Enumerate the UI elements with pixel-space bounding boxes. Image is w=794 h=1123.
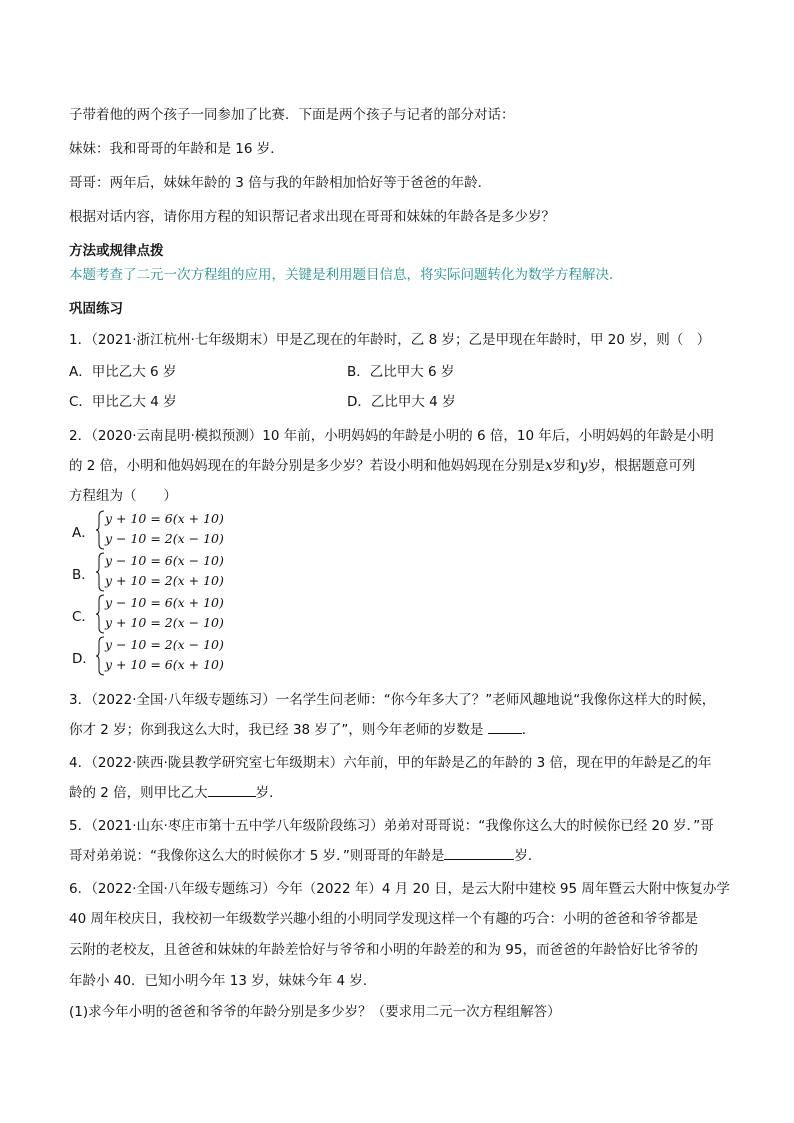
q6-sub-1: (1)求今年小明的爸爸和爷爷的年龄分别是多少岁？（要求用二元一次方程组解答） [69,1004,561,1020]
q2-option-b: B． y − 10 = 6(x − 10) y + 10 = 2(x + 10) [69,552,269,592]
answer-blank[interactable] [444,847,514,860]
method-text: 本题考查了二元一次方程组的应用，关键是利用题目信息，将实际问题转化为数学方程解决． [69,267,623,283]
q5-line-2: 哥对弟弟说：“我像你这么大的时候你才 5 岁．”则哥哥的年龄是 岁． [69,848,542,864]
q6-line-3: 云附的老校友，且爸爸和妹妹的年龄差恰好与爷爷和小明的年龄差的和为 95，而爸爸的年龄恰好比爷爷的 [69,942,698,958]
q4-line-1: 4．（2022·陕西·陇县教学研究室七年级期末）六年前，甲的年龄是乙的年龄的 3 倍，现在甲的年龄是乙的年 [69,755,712,771]
brace-icon [95,510,105,550]
answer-blank[interactable] [208,784,256,797]
method-heading: 方法或规律点拨 [69,243,164,259]
brace-icon [95,552,105,592]
variable-x: x [545,458,553,474]
q1-stem: 1．（2021·浙江杭州·七年级期末）甲是乙现在的年龄时，乙 8 岁；乙是甲现在年龄时，甲 20 岁，则（ ） [69,332,711,348]
q1-option-c: C．甲比乙大 4 岁 [69,394,177,410]
variable-y: y [579,458,588,474]
q3-line-1: 3．（2022·全国·八年级专题练习）一名学生问老师：“你今年多大了？”老师风趣地说“我像你这样大的时候， [69,692,716,708]
q2-option-c: C． y − 10 = 6(x + 10) y + 10 = 2(x − 10) [69,594,269,634]
equation-1: y − 10 = 2(x − 10) [105,637,224,652]
equation-1: y + 10 = 6(x + 10) [105,511,224,526]
q2-line-1: 2．（2020·云南昆明·模拟预测）10 年前，小明妈妈的年龄是小明的 6 倍，10 年后，小明妈妈的年龄是小明 [69,428,714,444]
q6-line-2: 40 周年校庆日，我校初一年级数学兴趣小组的小明同学发现这样一个有趣的巧合：小明的爸爸和爷爷都是 [69,911,698,927]
intro-line-4: 根据对话内容，请你用方程的知识帮记者求出现在哥哥和妹妹的年龄各是多少岁？ [69,209,555,225]
q3-line-2: 你才 2 岁；你到我这么大时，我已经 38 岁了”，则今年老师的岁数是 ． [69,722,536,738]
q2-line-2: 的 2 倍，小明和他妈妈现在的年龄分别是多少岁？若设小明和他妈妈现在分别是x岁和y岁，根据题意可列 [69,458,696,474]
answer-blank[interactable] [488,721,522,734]
equation-1: y − 10 = 6(x − 10) [105,553,224,568]
q2-option-a: A． y + 10 = 6(x + 10) y − 10 = 2(x − 10) [69,510,269,550]
q2-option-d: D． y − 10 = 2(x − 10) y + 10 = 6(x + 10) [69,636,269,676]
q4-line-2: 龄的 2 倍，则甲比乙大 岁． [69,785,283,801]
q2-line-3: 方程组为（ ） [69,488,177,504]
equation-1: y − 10 = 6(x + 10) [105,595,224,610]
intro-line-1: 子带着他的两个孩子一同参加了比赛．下面是两个孩子与记者的部分对话： [69,107,515,123]
brace-icon [95,636,105,676]
intro-line-3: 哥哥：两年后，妹妹年龄的 3 倍与我的年龄相加恰好等于爸爸的年龄． [69,175,492,191]
brace-icon [95,594,105,634]
q6-line-1: 6．（2022·全国·八年级专题练习）今年（2022 年）4 月 20 日，是云大附中建校 95 周年暨云大附中恢复办学 [69,881,730,897]
q6-line-4: 年龄小 40．已知小明今年 13 岁，妹妹今年 4 岁． [69,973,377,989]
q5-line-1: 5．（2021·山东·枣庄市第十五中学八年级阶段练习）弟弟对哥哥说：“我像你这么大的时候你已经 20 岁．”哥 [69,818,714,834]
equation-2: y − 10 = 2(x − 10) [105,531,224,546]
q1-option-d: D．乙比甲大 4 岁 [347,394,456,410]
equation-2: y + 10 = 6(x + 10) [105,657,224,672]
equation-2: y + 10 = 2(x − 10) [105,615,224,630]
intro-line-2: 妹妹：我和哥哥的年龄和是 16 岁． [69,141,284,157]
practice-heading: 巩固练习 [69,301,123,317]
q1-option-b: B．乙比甲大 6 岁 [347,364,455,380]
q1-option-a: A．甲比乙大 6 岁 [69,364,177,380]
equation-2: y + 10 = 2(x + 10) [105,573,224,588]
